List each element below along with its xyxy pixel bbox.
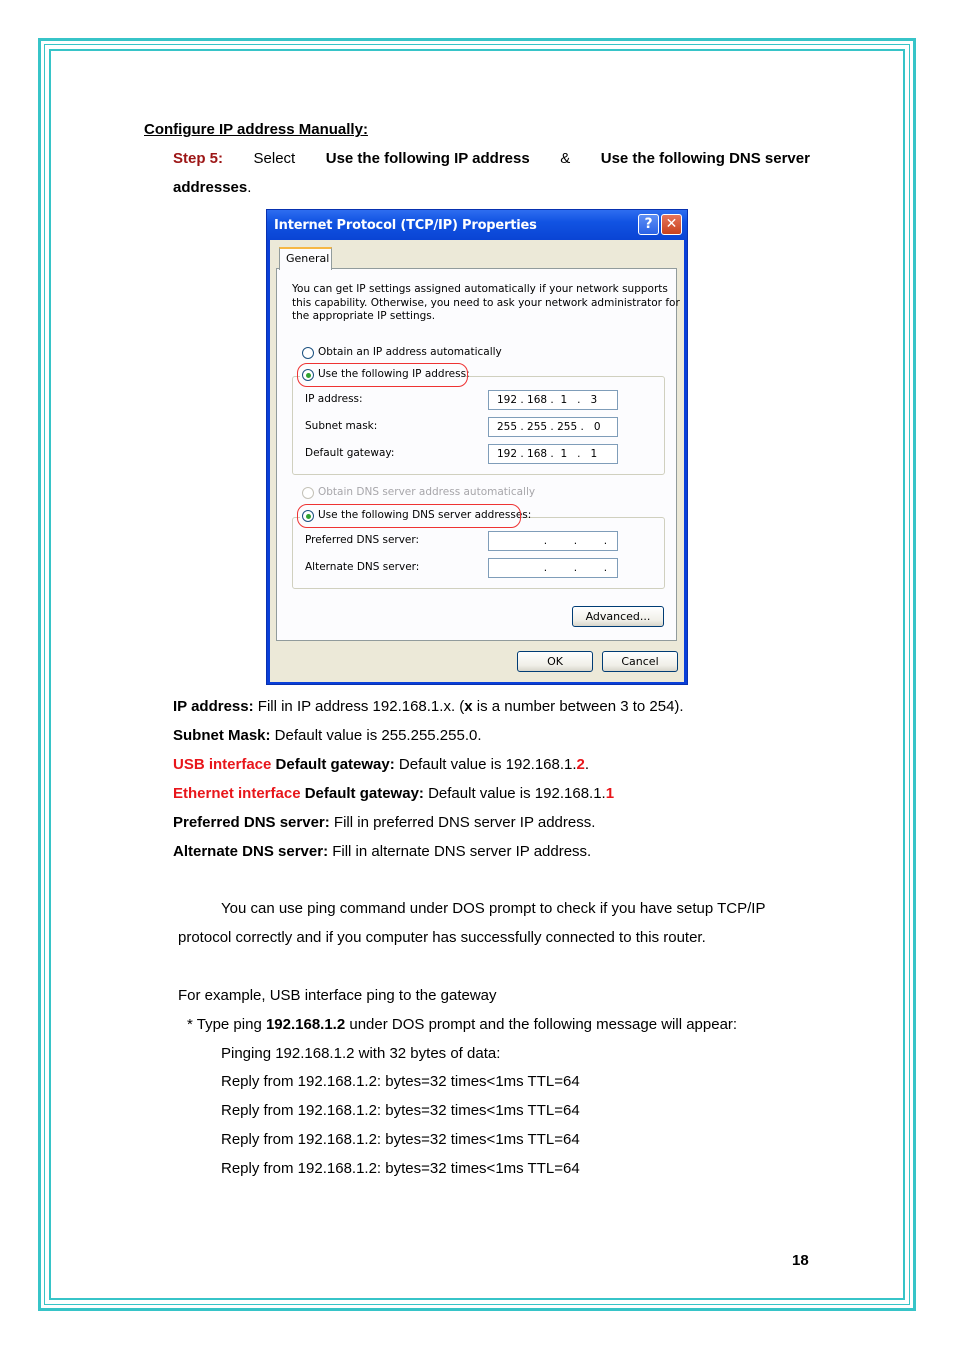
subnet-mask-input[interactable]: 255 . 255 . 255 . 0 (488, 417, 618, 437)
field-usb-gateway (173, 756, 589, 774)
step-amp: & (560, 150, 571, 167)
section-heading: Configure IP address Manually: (144, 121, 368, 138)
field-ethernet-gateway (173, 785, 614, 803)
field-text: Default value is 192.168.1. (394, 756, 577, 773)
ping-output-line: Pinging 192.168.1.2 with 32 bytes of data: (221, 1045, 501, 1062)
field-label: Alternate DNS server: (173, 843, 329, 860)
help-icon: ? (644, 216, 653, 232)
field-preferred-dns (173, 814, 595, 832)
ip-address-label: IP address: (305, 393, 363, 405)
close-button[interactable] (661, 214, 682, 235)
field-label: Default gateway: (271, 756, 395, 773)
alternate-dns-input[interactable]: . . . (488, 558, 618, 578)
field-label: Preferred DNS server: (173, 814, 330, 831)
desc-line-1: You can get IP settings assigned automatically if your network supports (292, 283, 668, 295)
field-subnet (173, 727, 482, 745)
field-emph: 1 (605, 785, 615, 802)
type-ping-ip: 192.168.1.2 (265, 1016, 346, 1033)
desc-line-2: this capability. Otherwise, you need to ask your network administrator for (292, 296, 680, 309)
field-text-end: is a number between 3 to 254). (472, 698, 684, 715)
page-number: 18 (792, 1252, 809, 1269)
preferred-dns-label: Preferred DNS server: (305, 534, 420, 546)
radio-obtain-dns[interactable] (302, 487, 314, 499)
highlight-ring-ip (297, 363, 468, 387)
field-text: Fill in alternate DNS server IP address. (328, 843, 592, 860)
radio-obtain-dns-label[interactable]: Obtain DNS server address automatically (318, 486, 536, 498)
field-ip (173, 698, 684, 716)
step-line (173, 150, 810, 168)
dialog-title: Internet Protocol (TCP/IP) Properties (274, 218, 537, 233)
alternate-dns-label: Alternate DNS server: (305, 561, 420, 573)
field-emph: x (464, 698, 473, 715)
cancel-button[interactable]: Cancel (602, 651, 678, 672)
field-text: Fill in preferred DNS server IP address. (329, 814, 596, 831)
ping-output-line: Reply from 192.168.1.2: bytes=32 times<1ms TTL=64 (221, 1160, 580, 1177)
ping-output-line: Reply from 192.168.1.2: bytes=32 times<1ms TTL=64 (221, 1073, 580, 1090)
field-text: Default value is 192.168.1. (423, 785, 606, 802)
field-text-end: . (584, 756, 590, 773)
radio-use-ip-label[interactable]: Use the following IP address: (318, 368, 470, 380)
ping-output-line: Reply from 192.168.1.2: bytes=32 times<1ms TTL=64 (221, 1131, 580, 1148)
step-period: . (247, 179, 252, 196)
field-label: Subnet Mask: (173, 727, 271, 744)
field-text: Fill in IP address 192.168.1.x. ( (253, 698, 465, 715)
ping-output-line: Reply from 192.168.1.2: bytes=32 times<1ms TTL=64 (221, 1102, 580, 1119)
default-gateway-label: Default gateway: (305, 447, 395, 459)
highlight-ring-dns (297, 504, 521, 528)
ok-button[interactable]: OK (517, 651, 593, 672)
field-prefix: USB interface (173, 756, 272, 773)
help-button[interactable] (638, 214, 659, 235)
desc-line-3: the appropriate IP settings. (292, 310, 436, 322)
field-alternate-dns (173, 843, 591, 861)
ip-address-input[interactable]: 192 . 168 . 1 . 3 (488, 390, 618, 410)
step-select: Select (253, 150, 296, 167)
dialog-titlebar[interactable] (267, 210, 687, 240)
step-opt2-cont: addresses (173, 179, 248, 196)
ping-intro-line-1: You can use ping command under DOS prompt to check if you have setup TCP/IP (221, 900, 766, 917)
field-prefix: Ethernet interface (173, 785, 301, 802)
field-label: IP address: (173, 698, 254, 715)
subnet-mask-label: Subnet mask: (305, 420, 378, 432)
preferred-dns-input[interactable]: . . . (488, 531, 618, 551)
tcpip-properties-dialog (266, 209, 688, 685)
close-icon: ✕ (665, 216, 678, 232)
field-text: Default value is 255.255.255.0. (270, 727, 482, 744)
tab-general[interactable]: General (279, 247, 332, 270)
radio-obtain-ip[interactable] (302, 347, 314, 359)
step-opt2: Use the following DNS server (600, 150, 810, 167)
type-ping-post: under DOS prompt and the following message will appear: (345, 1016, 738, 1033)
field-label: Default gateway: (300, 785, 424, 802)
general-tab-panel (276, 268, 680, 641)
advanced-button[interactable]: Advanced... (572, 606, 664, 627)
field-emph: 2 (576, 756, 585, 773)
example-line: For example, USB interface ping to the gateway (178, 987, 497, 1004)
step-line-2 (173, 179, 251, 197)
radio-obtain-ip-label[interactable]: Obtain an IP address automatically (318, 346, 502, 358)
type-ping-pre: * Type ping (187, 1016, 266, 1033)
step-label: Step 5: (173, 150, 224, 167)
ping-intro-line-2: protocol correctly and if you computer has successfully connected to this router. (178, 929, 706, 946)
dialog-body (270, 240, 684, 682)
type-ping-line (187, 1016, 737, 1034)
radio-use-dns-label[interactable]: Use the following DNS server addresses: (318, 509, 532, 521)
default-gateway-input[interactable]: 192 . 168 . 1 . 1 (488, 444, 618, 464)
step-opt1: Use the following IP address (325, 150, 530, 167)
